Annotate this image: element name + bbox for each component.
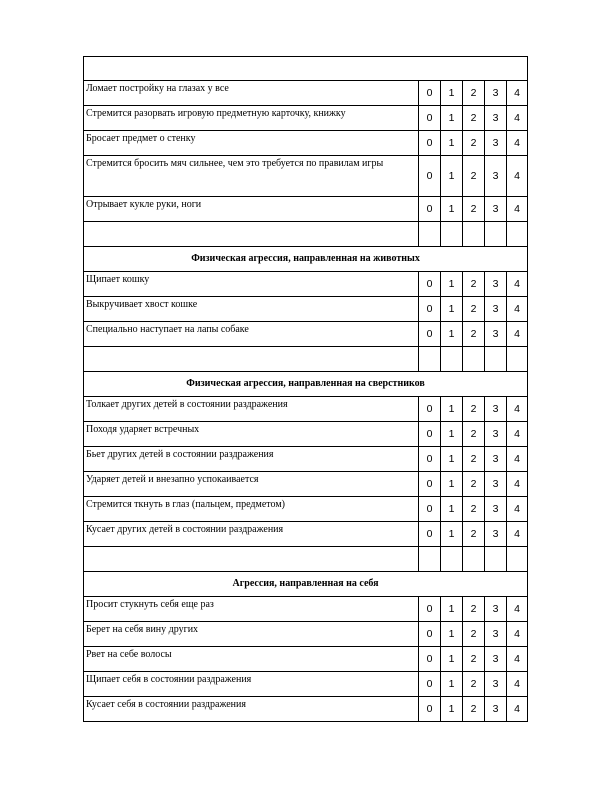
score-option-4[interactable]: 4: [507, 297, 528, 322]
question-text: Ударяет детей и внезапно успокаивается: [84, 472, 419, 497]
question-row: [84, 597, 528, 622]
question-text: Бросает предмет о стенку: [84, 131, 419, 156]
score-option-3[interactable]: 3: [485, 672, 507, 697]
question-row: [84, 106, 528, 131]
score-option-2[interactable]: 2: [463, 131, 485, 156]
question-row: [84, 322, 528, 347]
section-header-row: [84, 372, 528, 397]
score-option-3[interactable]: 3: [485, 422, 507, 447]
question-text: Берет на себя вину других: [84, 622, 419, 647]
question-text: Специально наступает на лапы собаке: [84, 322, 419, 347]
score-option-1[interactable]: 1: [441, 497, 463, 522]
blank-cell: [419, 547, 441, 572]
question-row: [84, 197, 528, 222]
section-header-row: [84, 247, 528, 272]
question-row: [84, 622, 528, 647]
score-option-4[interactable]: 4: [507, 522, 528, 547]
score-option-0[interactable]: 0: [419, 156, 441, 197]
score-option-3[interactable]: 3: [485, 322, 507, 347]
question-row: [84, 447, 528, 472]
score-option-1[interactable]: 1: [441, 397, 463, 422]
question-row: [84, 672, 528, 697]
blank-cell: [507, 347, 528, 372]
score-option-4[interactable]: 4: [507, 272, 528, 297]
score-option-2[interactable]: 2: [463, 622, 485, 647]
blank-row: [84, 347, 528, 372]
question-row: [84, 697, 528, 722]
score-option-2[interactable]: 2: [463, 106, 485, 131]
question-text: Рвет на себе волосы: [84, 647, 419, 672]
score-option-2[interactable]: 2: [463, 397, 485, 422]
score-option-4[interactable]: 4: [507, 497, 528, 522]
score-option-2[interactable]: 2: [463, 297, 485, 322]
score-option-4[interactable]: 4: [507, 81, 528, 106]
question-text: Выкручивает хвост кошке: [84, 297, 419, 322]
score-option-4[interactable]: 4: [507, 131, 528, 156]
score-option-1[interactable]: 1: [441, 472, 463, 497]
question-row: [84, 131, 528, 156]
score-option-3[interactable]: 3: [485, 397, 507, 422]
score-option-1[interactable]: 1: [441, 131, 463, 156]
score-option-4[interactable]: 4: [507, 622, 528, 647]
score-option-1[interactable]: 1: [441, 522, 463, 547]
blank-cell: [84, 57, 528, 81]
score-option-1[interactable]: 1: [441, 197, 463, 222]
score-option-1[interactable]: 1: [441, 622, 463, 647]
blank-cell: [463, 347, 485, 372]
score-option-1[interactable]: 1: [441, 81, 463, 106]
score-option-2[interactable]: 2: [463, 197, 485, 222]
score-option-4[interactable]: 4: [507, 647, 528, 672]
score-option-3[interactable]: 3: [485, 106, 507, 131]
score-option-4[interactable]: 4: [507, 397, 528, 422]
question-row: [84, 397, 528, 422]
blank-cell: [485, 222, 507, 247]
score-option-3[interactable]: 3: [485, 131, 507, 156]
question-text: Щипает себя в состоянии раздражения: [84, 672, 419, 697]
blank-cell: [507, 222, 528, 247]
question-text: Толкает других детей в состоянии раздражения: [84, 397, 419, 422]
score-option-4[interactable]: 4: [507, 672, 528, 697]
score-option-1[interactable]: 1: [441, 156, 463, 197]
score-option-3[interactable]: 3: [485, 697, 507, 722]
score-option-0[interactable]: 0: [419, 197, 441, 222]
score-option-2[interactable]: 2: [463, 156, 485, 197]
score-option-0[interactable]: 0: [419, 106, 441, 131]
score-option-0[interactable]: 0: [419, 497, 441, 522]
score-option-2[interactable]: 2: [463, 472, 485, 497]
score-option-3[interactable]: 3: [485, 472, 507, 497]
question-text: Стремится бросить мяч сильнее, чем это требуется по правилам игры: [84, 156, 419, 197]
score-option-1[interactable]: 1: [441, 447, 463, 472]
question-text: Бьет других детей в состоянии раздражения: [84, 447, 419, 472]
blank-cell: [419, 222, 441, 247]
score-option-3[interactable]: 3: [485, 197, 507, 222]
question-text: Отрывает кукле руки, ноги: [84, 197, 419, 222]
section-header-title: Физическая агрессия, направленная на животных: [84, 247, 528, 272]
score-option-0[interactable]: 0: [419, 422, 441, 447]
blank-cell: [441, 347, 463, 372]
score-option-0[interactable]: 0: [419, 472, 441, 497]
question-text: Кусает других детей в состоянии раздражения: [84, 522, 419, 547]
score-option-0[interactable]: 0: [419, 672, 441, 697]
question-row: [84, 272, 528, 297]
score-option-2[interactable]: 2: [463, 497, 485, 522]
blank-row: [84, 547, 528, 572]
blank-cell: [84, 347, 419, 372]
blank-cell: [419, 347, 441, 372]
question-row: [84, 81, 528, 106]
section-header-title: Физическая агрессия, направленная на сверстников: [84, 372, 528, 397]
section-header-title: Агрессия, направленная на себя: [84, 572, 528, 597]
score-option-0[interactable]: 0: [419, 397, 441, 422]
score-option-3[interactable]: 3: [485, 272, 507, 297]
score-option-3[interactable]: 3: [485, 497, 507, 522]
question-text: Ломает постройку на глазах у все: [84, 81, 419, 106]
section-header-row: [84, 572, 528, 597]
score-option-1[interactable]: 1: [441, 647, 463, 672]
question-text: Кусает себя в состоянии раздражения: [84, 697, 419, 722]
question-row: [84, 522, 528, 547]
score-option-4[interactable]: 4: [507, 197, 528, 222]
score-option-2[interactable]: 2: [463, 597, 485, 622]
question-row: [84, 472, 528, 497]
question-row: [84, 647, 528, 672]
blank-row: [84, 57, 528, 81]
score-option-0[interactable]: 0: [419, 697, 441, 722]
score-option-1[interactable]: 1: [441, 422, 463, 447]
score-option-2[interactable]: 2: [463, 81, 485, 106]
score-option-2[interactable]: 2: [463, 672, 485, 697]
score-option-3[interactable]: 3: [485, 297, 507, 322]
score-option-0[interactable]: 0: [419, 597, 441, 622]
score-option-3[interactable]: 3: [485, 522, 507, 547]
score-option-0[interactable]: 0: [419, 522, 441, 547]
score-option-1[interactable]: 1: [441, 597, 463, 622]
score-option-2[interactable]: 2: [463, 522, 485, 547]
question-row: [84, 156, 528, 197]
blank-cell: [507, 547, 528, 572]
blank-cell: [84, 547, 419, 572]
score-option-4[interactable]: 4: [507, 156, 528, 197]
question-row: [84, 422, 528, 447]
score-option-0[interactable]: 0: [419, 322, 441, 347]
question-text: Стремится ткнуть в глаз (пальцем, предметом): [84, 497, 419, 522]
score-option-3[interactable]: 3: [485, 81, 507, 106]
score-option-3[interactable]: 3: [485, 156, 507, 197]
score-option-1[interactable]: 1: [441, 322, 463, 347]
score-option-4[interactable]: 4: [507, 422, 528, 447]
score-option-1[interactable]: 1: [441, 697, 463, 722]
score-option-0[interactable]: 0: [419, 81, 441, 106]
question-text: Походя ударяет встречных: [84, 422, 419, 447]
score-option-3[interactable]: 3: [485, 647, 507, 672]
blank-cell: [441, 222, 463, 247]
blank-cell: [84, 222, 419, 247]
score-option-2[interactable]: 2: [463, 697, 485, 722]
score-option-0[interactable]: 0: [419, 297, 441, 322]
score-option-1[interactable]: 1: [441, 672, 463, 697]
blank-row: [84, 222, 528, 247]
score-option-3[interactable]: 3: [485, 622, 507, 647]
blank-cell: [463, 222, 485, 247]
score-option-3[interactable]: 3: [485, 597, 507, 622]
blank-cell: [441, 547, 463, 572]
score-option-1[interactable]: 1: [441, 106, 463, 131]
score-option-4[interactable]: 4: [507, 697, 528, 722]
score-option-1[interactable]: 1: [441, 297, 463, 322]
score-option-2[interactable]: 2: [463, 272, 485, 297]
aggression-checklist-table: [83, 56, 528, 722]
question-row: [84, 297, 528, 322]
score-option-2[interactable]: 2: [463, 447, 485, 472]
score-option-2[interactable]: 2: [463, 422, 485, 447]
question-text: Щипает кошку: [84, 272, 419, 297]
question-text: Просит стукнуть себя еще раз: [84, 597, 419, 622]
score-option-0[interactable]: 0: [419, 622, 441, 647]
score-option-4[interactable]: 4: [507, 447, 528, 472]
question-row: [84, 497, 528, 522]
score-option-2[interactable]: 2: [463, 322, 485, 347]
score-option-4[interactable]: 4: [507, 322, 528, 347]
question-text: Стремится разорвать игровую предметную карточку, книжку: [84, 106, 419, 131]
blank-cell: [485, 547, 507, 572]
score-option-4[interactable]: 4: [507, 472, 528, 497]
score-option-0[interactable]: 0: [419, 447, 441, 472]
score-option-0[interactable]: 0: [419, 272, 441, 297]
blank-cell: [485, 347, 507, 372]
score-option-0[interactable]: 0: [419, 647, 441, 672]
score-option-4[interactable]: 4: [507, 597, 528, 622]
score-option-4[interactable]: 4: [507, 106, 528, 131]
score-option-3[interactable]: 3: [485, 447, 507, 472]
score-option-2[interactable]: 2: [463, 647, 485, 672]
score-option-0[interactable]: 0: [419, 131, 441, 156]
score-option-1[interactable]: 1: [441, 272, 463, 297]
blank-cell: [463, 547, 485, 572]
